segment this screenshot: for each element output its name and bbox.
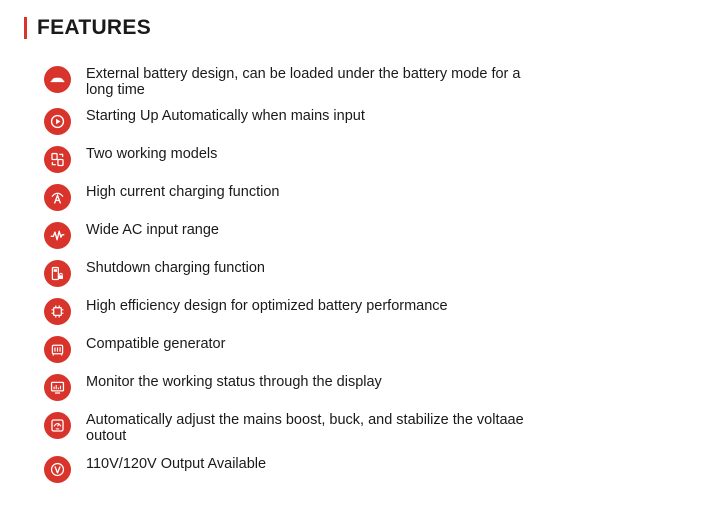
feature-item [44,260,536,287]
feature-text: High current charging function [86,184,280,200]
feature-text: Compatible generator [86,336,226,352]
feature-item [44,336,536,363]
header-accent-bar [24,17,27,39]
feature-item [44,184,536,211]
feature-item [44,456,536,483]
display-monitor-icon [44,374,71,401]
feature-item [44,298,536,325]
feature-item [44,108,536,135]
feature-text: Shutdown charging function [86,260,265,276]
gauge-adjust-icon [44,412,71,439]
battery-car-icon [44,66,71,93]
feature-text: Starting Up Automatically when mains input [86,108,365,124]
feature-item [44,222,536,249]
feature-item [44,412,536,444]
switch-mode-icon [44,146,71,173]
section-header [24,16,151,40]
chip-icon [44,298,71,325]
feature-text: Monitor the working status through the display [86,374,382,390]
feature-text: High efficiency design for optimized battery performance [86,298,448,314]
generator-icon [44,336,71,363]
feature-item [44,66,536,98]
feature-text: Automatically adjust the mains boost, buck, and stabilize the voltaae outout [86,412,524,444]
feature-item [44,374,536,401]
feature-text: External battery design, can be loaded under the battery mode for a long time [86,66,521,98]
waveform-icon [44,222,71,249]
fuel-lock-icon [44,260,71,287]
voltage-v-icon [44,456,71,483]
feature-item [44,146,536,173]
feature-text: Wide AC input range [86,222,219,238]
current-a-icon [44,184,71,211]
feature-text: 110V/120V Output Available [86,456,267,472]
play-circle-icon [44,108,71,135]
page-title: FEATURES [37,16,152,39]
feature-text: Two working models [86,146,218,162]
